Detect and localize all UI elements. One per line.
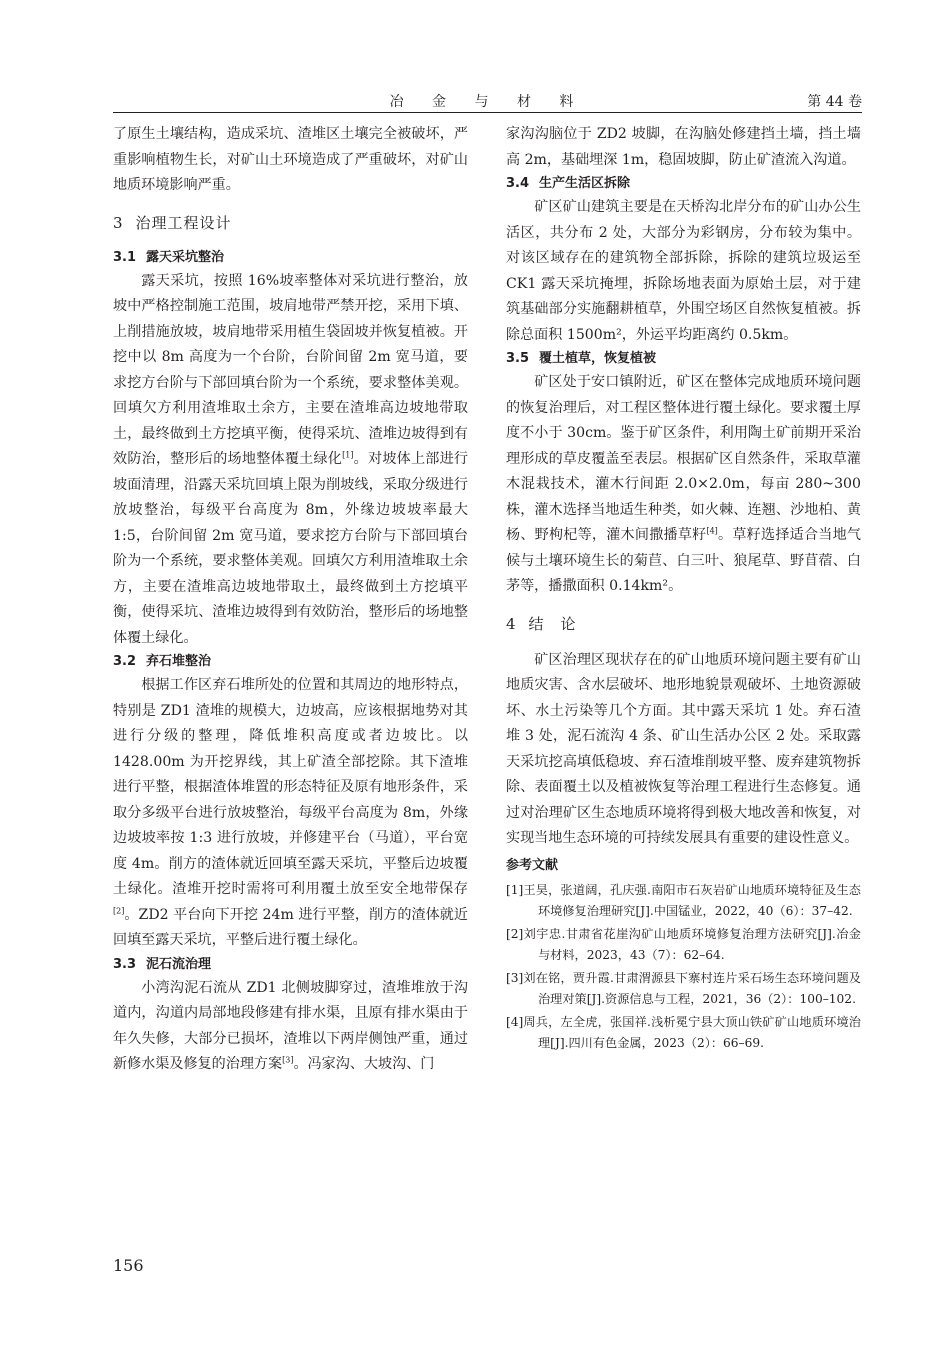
section-3-1-heading [113, 247, 468, 269]
subsection-title: 生产生活区拆除 [539, 176, 631, 191]
section-3-5-heading [506, 348, 861, 370]
section-number: 3 [113, 213, 124, 232]
subsection-number: 3.4 [506, 176, 530, 191]
subsection-number: 3.3 [113, 956, 137, 972]
page-number: 156 [113, 1256, 144, 1275]
subsection-title: 弃石堆整治 [146, 654, 212, 669]
section-3-2-heading [113, 651, 468, 673]
references-heading: 参考文献 [506, 857, 559, 873]
section-title: 治理工程设计 [135, 213, 232, 232]
subsection-title: 覆土植草，恢复植被 [539, 351, 657, 366]
section-3-4-paragraph: 矿区矿山建筑主要是在天桥沟北岸分布的矿山办公生活区，共分布 2 处，大部分为彩钢房，分布较为集中。对该区域存在的建筑物全部拆除，拆除的建筑垃圾运至 CK1 露天采坑掩埋，拆除场地表面为原始土层，对于建筑基础部分实施翻耕植草，外围空场区自然恢复植被。拆除总面积 1500m²，外运平均距离约 0.5km。 [506, 199, 861, 343]
subsection-title: 露天采坑整治 [146, 249, 225, 265]
citation-ref[interactable]: [4] [706, 526, 718, 536]
section-3-3-paragraph: 小湾沟泥石流从 ZD1 北侧坡脚穿过，渣堆堆放于沟道内，沟道内局部地段修建有排水渠，且原有排水渠由于年久失修，大部分已损坏，渣堆以下两岸侧蚀严重，通过新修水渠及修复的治理方案[3]。冯家沟、大坡沟、门 [113, 979, 468, 1072]
right-column [506, 122, 861, 1056]
subsection-number: 3.5 [506, 351, 530, 366]
section-number: 4 [506, 614, 517, 633]
section-3-1-paragraph: 露天采坑，按照 16%坡率整体对采坑进行整治，放坡中严格控制施工范围，坡肩地带严禁开挖，采用下填、上削措施放坡，坡肩地带采用植生袋固坡并恢复植被。开挖中以 8m 高度为一个台阶，台阶间留 2m 宽马道，要求挖方台阶与下部回填台阶为一个系统，要求整体美观。回填欠方利用渣堆取土余方，主要在渣堆高边坡地带取土，最终做到土方挖填平衡，使得采坑、渣堆边坡得到有效防治，整形后的场地整体覆土绿化[1]。对坡体上部进行坡面清理，沿露天采坑回填上限为削坡线，采取分级进行放坡整治，每级平台高度为 8m，外缘边坡坡率最大 1:5，台阶间留 2m 宽马道，要求挖方台阶与下部回填台阶为一个系统，要求整体美观。回填欠方利用渣堆取土余方，主要在渣堆高边坡地带取土，最终做到土方挖填平衡，使得采坑、渣堆边坡得到有效防治，整形后的场地整体覆土绿化。 [113, 272, 469, 646]
section-3-3-heading [113, 954, 468, 976]
volume-number: 第 44 卷 [807, 94, 862, 110]
subsection-number: 3.1 [113, 249, 137, 265]
left-column [113, 122, 468, 1078]
running-header [113, 88, 862, 113]
citation-ref[interactable]: [1] [342, 450, 354, 460]
conclusion-paragraph: 矿区治理区现状存在的矿山地质环境问题主要有矿山地质灾害、含水层破坏、地形地貌景观破坏、土地资源破坏、水土污染等几个方面。其中露天采坑 1 处。弃石渣堆 3 处，泥石流沟 4 条、矿山生活办公区 2 处。采取露天采坑挖高填低稳坡、弃石渣堆削坡平整、废弃建筑物拆除、表面覆土以及植被恢复等治理工程进行生态修复。通过对治理矿区生态地质环境将得到极大地改善和恢复，对实现当地生态环境的可持续发展具有重要的建设性意义。 [506, 651, 861, 846]
section-4-heading [506, 614, 861, 634]
section-3-heading [113, 213, 468, 233]
reference-item: [3]刘在铭，贾升霞.甘肃渭源县下寨村连片采石场生态环境问题及治理对策[J].资源信息与工程，2021，36（2）：100–102. [506, 970, 861, 1006]
subsection-number: 3.2 [113, 654, 137, 669]
reference-item: [4]周兵，左全虎，张国祥.浅析冕宁县大顶山铁矿矿山地质环境治理[J].四川有色金属，2023（2）：66–69. [506, 1014, 861, 1050]
reference-item: [2]刘宇忠.甘肃省花崖沟矿山地质环境修复治理方法研究[J].冶金与材料，2023，43（7）：62–64. [506, 926, 861, 962]
subsection-title: 泥石流治理 [146, 956, 212, 972]
citation-ref[interactable]: [3] [282, 1055, 294, 1065]
reference-item: [1]王昊，张道阔，孔庆强.南阳市石灰岩矿山地质环境特征及生态环境修复治理研究[J].中国锰业，2022，40（6）：37–42. [506, 882, 861, 918]
section-title: 结 论 [528, 614, 577, 633]
section-3-5-paragraph: 矿区处于安口镇附近，矿区在整体完成地质环境问题的恢复治理后，对工程区整体进行覆土绿化。要求覆土厚度不小于 30cm。鉴于矿区条件，利用陶土矿前期开采治理形成的草皮覆盖至表层。根据矿区自然条件，采取草灌木混栽技术，灌木行间距 2.0×2.0m，每亩 280~300 株，灌木选择当地适生种类，如火棘、连翘、沙地柏、黄杨、野枸杞等，灌木间撒播草籽[4]。草籽选择适合当地气候与土壤环境生长的菊苣、白三叶、狼尾草、野苜蓿、白茅等，播撒面积 0.14km²。 [506, 374, 862, 594]
section-3-4-heading [506, 173, 861, 195]
section-3-2-paragraph: 根据工作区弃石堆所处的位置和其周边的地形特点，特别是 ZD1 渣堆的规模大，边坡高，应该根据地势对其进行分级的整理，降低堆积高度或者边坡比。以 1428.00m 为开挖界线，其上矿渣全部挖除。其下渣堆进行平整，根据渣体堆置的形态特征及原有地形条件，采取分多级平台进行放坡整治，每级平台高度为 8m，外缘边坡坡率按 1:3 进行放坡，并修建平台（马道），平台宽度 4m。削方的渣体就近回填至露天采坑，平整后边坡覆土绿化。渣堆开挖时需将可利用覆土放至安全地带保存[2]。ZD2 平台向下开挖 24m 进行平整，削方的渣体就近回填至露天采坑，平整后进行覆土绿化。 [113, 677, 468, 948]
journal-name: 冶 金 与 材 料 [389, 94, 586, 110]
continued-paragraph: 家沟沟脑位于 ZD2 坡脚，在沟脑处修建挡土墙，挡土墙高 2m，基础埋深 1m，稳固坡脚，防止矿渣流入沟道。 [506, 126, 861, 168]
citation-ref[interactable]: [2] [113, 905, 125, 915]
intro-paragraph: 了原生土壤结构，造成采坑、渣堆区土壤完全被破坏，严重影响植物生长，对矿山土环境造成了严重破坏，对矿山地质环境影响严重。 [113, 126, 468, 193]
